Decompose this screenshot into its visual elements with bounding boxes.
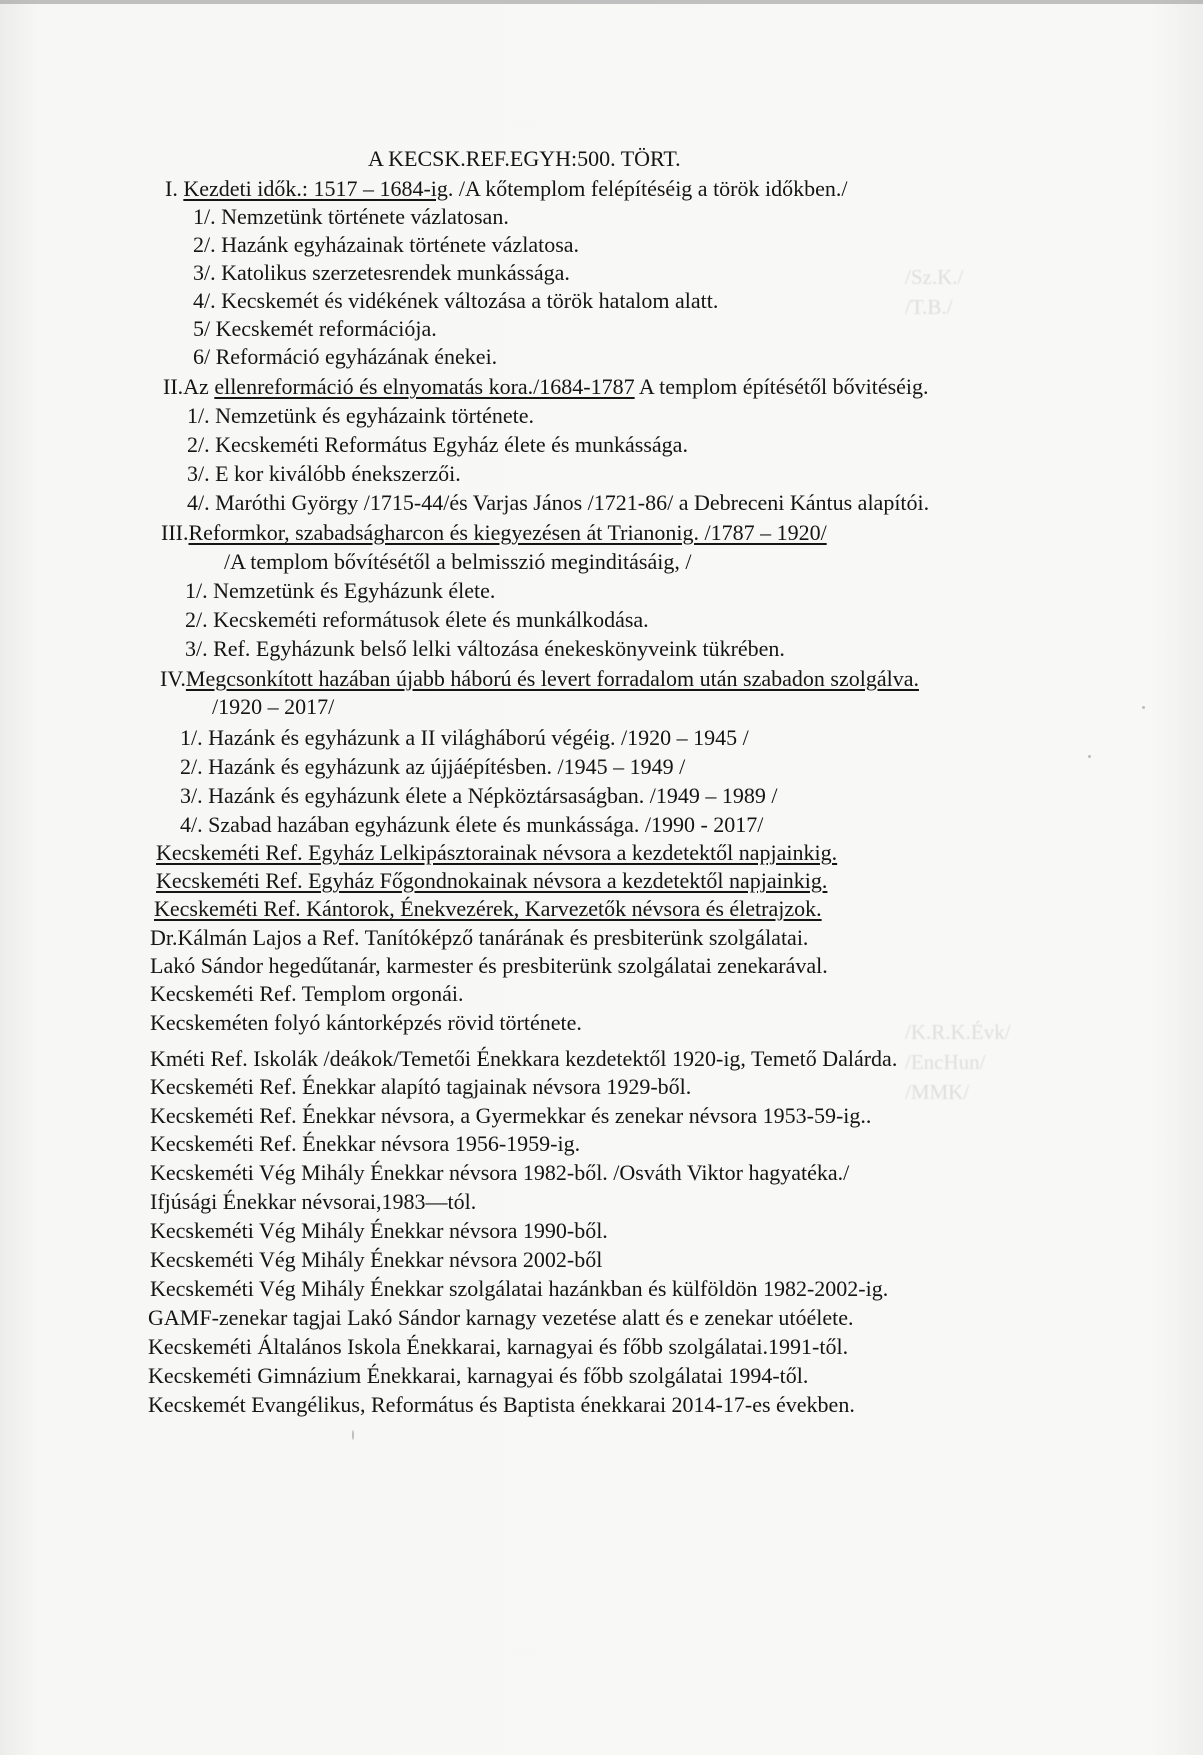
list-entry: Kecskemét Evangélikus, Református és Baptista énekkarai 2014-17-es években. xyxy=(148,1392,855,1417)
section-heading-underlined: Reformkor, szabadságharcon és kiegyezésen át Trianonig. /1787 – 1920/ xyxy=(188,520,827,545)
show-through-right: /MMK/ xyxy=(905,1080,970,1104)
list-entry: Kecskeméten folyó kántorképzés rövid története. xyxy=(150,1010,582,1035)
section-item: 2/. Hazánk és egyházunk az újjáépítésben. /1945 – 1949 / xyxy=(180,754,686,779)
list-entry: GAMF-zenekar tagjai Lakó Sándor karnagy vezetése alatt és e zenekar utóélete. xyxy=(148,1305,854,1330)
section-prefix: II.Az xyxy=(163,374,215,399)
scan-speck xyxy=(1088,755,1091,758)
list-entry: Kecskeméti Ref. Énekkar névsora 1956-1959-ig. xyxy=(150,1131,581,1156)
section-heading-underlined: ellenreformáció és elnyomatás kora./1684-1787 xyxy=(214,374,635,399)
list-entry: Kecskeméti Ref. Énekkar alapító tagjainak névsora 1929-ből. xyxy=(150,1074,692,1099)
section-heading xyxy=(165,176,848,202)
show-through-right: /Sz.K./ xyxy=(905,265,964,289)
section-heading-underlined: Megcsonkított hazában újabb háború és levert forradalom után szabadon szolgálva. xyxy=(185,666,919,691)
section-item: 1/. Nemzetünk és egyházaink története. xyxy=(187,403,534,428)
section-item: 4/. Maróthi György /1715-44/és Varjas János /1721-86/ a Debreceni Kántus alapítói. xyxy=(187,490,930,515)
section-heading-rest: . /A kőtemplom felépítéséig a török időkben./ xyxy=(447,176,848,201)
section-item: 2/. Kecskeméti reformátusok élete és munkálkodása. xyxy=(185,607,649,632)
section-item: 1/. Hazánk és egyházunk a II világháború végéig. /1920 – 1945 / xyxy=(180,725,749,750)
list-entry: Dr.Kálmán Lajos a Ref. Tanítóképző tanárának és presbiterünk szolgálatai. xyxy=(150,925,809,950)
list-entry: Kecskeméti Ref. Énekkar névsora, a Gyermekkar és zenekar névsora 1953-59-ig.. xyxy=(150,1103,872,1128)
show-through-right: /EncHun/ xyxy=(905,1050,986,1074)
list-entry: Kecskeméti Gimnázium Énekkarai, karnagyai és főbb szolgálatai 1994-től. xyxy=(148,1363,809,1388)
underlined-entry: Kecskeméti Ref. Kántorok, Énekvezérek, Karvezetők névsora és életrajzok. xyxy=(154,896,822,921)
section-heading xyxy=(160,666,919,692)
section-prefix: I. xyxy=(165,176,184,201)
list-entry: Kecskeméti Vég Mihály Énekkar névsora 1982-ből. /Osváth Viktor hagyatéka./ xyxy=(150,1160,850,1185)
list-entry: Kméti Ref. Iskolák /deákok/Temetői Énekkara kezdetektől 1920-ig, Temető Dalárda. xyxy=(150,1046,898,1071)
section-item: 4/. Kecskemét és vidékének változása a török hatalom alatt. xyxy=(193,288,719,313)
section-item: 3/. Katolikus szerzetesrendek munkássága. xyxy=(193,260,570,285)
list-entry: Kecskeméti Általános Iskola Énekkarai, karnagyai és főbb szolgálatai.1991-től. xyxy=(148,1334,849,1359)
section-item: 5/ Kecskemét reformációja. xyxy=(193,316,437,341)
section-item: 3/. Ref. Egyházunk belső lelki változása énekeskönyveink tükrében. xyxy=(185,636,785,661)
scan-speck xyxy=(352,1430,354,1440)
section-heading xyxy=(161,520,827,546)
section-heading-rest: A templom építésétől bővitéséig. xyxy=(634,374,929,399)
section-item: 1/. Nemzetünk és Egyházunk élete. xyxy=(185,578,496,603)
section-item: 3/. Hazánk és egyházunk élete a Népköztársaságban. /1949 – 1989 / xyxy=(180,783,778,808)
section-item: 1/. Nemzetünk története vázlatosan. xyxy=(193,204,509,229)
list-entry: Kecskeméti Vég Mihály Énekkar szolgálatai hazánkban és külföldön 1982-2002-ig. xyxy=(150,1276,889,1301)
section-item: 6/ Reformáció egyházának énekei. xyxy=(193,344,498,369)
section-subheading: /A templom bővítésétől a belmisszió meginditásáig, / xyxy=(224,549,692,574)
section-item: 4/. Szabad hazában egyházunk élete és munkássága. /1990 - 2017/ xyxy=(180,812,764,837)
show-through-right: /T.B./ xyxy=(905,295,953,319)
section-heading xyxy=(163,374,929,400)
list-entry: Lakó Sándor hegedűtanár, karmester és presbiterünk szolgálatai zenekarával. xyxy=(150,953,828,978)
section-heading-underlined: Kezdeti idők.: 1517 – 1684-ig xyxy=(183,176,448,201)
list-entry: Kecskeméti Vég Mihály Énekkar névsora 1990-ből. xyxy=(150,1218,608,1243)
underlined-entry: Kecskeméti Ref. Egyház Főgondnokainak névsora a kezdetektől napjainkig. xyxy=(156,868,828,893)
underlined-entry: Kecskeméti Ref. Egyház Lelkipásztorainak névsora a kezdetektől napjainkig. xyxy=(156,840,838,865)
scan-speck xyxy=(1142,706,1145,709)
document-title: A KECSK.REF.EGYH:500. TÖRT. xyxy=(368,146,681,171)
section-item: 3/. E kor kiválóbb énekszerzői. xyxy=(187,461,461,486)
show-through-right: /K.R.K.Évk/ xyxy=(905,1020,1011,1044)
page-top-edge xyxy=(0,0,1203,4)
section-item: 2/. Hazánk egyházainak története vázlatosa. xyxy=(193,232,580,257)
section-prefix: IV. xyxy=(160,666,186,691)
list-entry: Kecskeméti Ref. Templom orgonái. xyxy=(150,981,464,1006)
list-entry: Kecskeméti Vég Mihály Énekkar névsora 2002-ből xyxy=(150,1247,603,1272)
section-item: 2/. Kecskeméti Református Egyház élete és munkássága. xyxy=(187,432,688,457)
list-entry: Ifjúsági Énekkar névsorai,1983—tól. xyxy=(150,1189,477,1214)
section-subheading: /1920 – 2017/ xyxy=(212,694,335,719)
section-prefix: III. xyxy=(161,520,189,545)
